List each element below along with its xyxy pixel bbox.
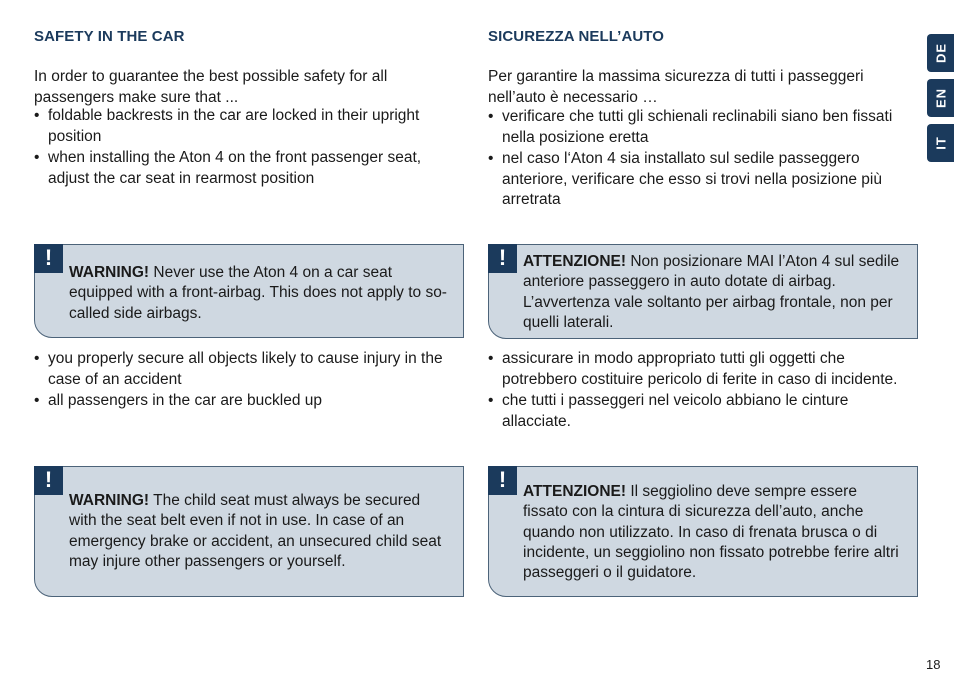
warning-icon: !	[488, 244, 517, 273]
language-tab-label: IT	[933, 136, 948, 150]
list-item: • when installing the Aton 4 on the front passenger seat, adjust the car seat in rearmost position	[34, 148, 459, 189]
warning-box	[488, 244, 918, 339]
section-heading: SICUREZZA NELL’AUTO	[488, 28, 665, 45]
warning-icon: !	[488, 466, 517, 495]
intro-text: In order to guarantee the best possible safety for all passengers make sure that ...	[34, 68, 388, 106]
warning-label: ATTENZIONE!	[523, 483, 627, 500]
bullet-list	[488, 107, 918, 212]
warning-text	[69, 263, 451, 324]
warning-label: WARNING!	[69, 492, 150, 509]
warning-icon: !	[34, 244, 63, 273]
warning-icon: !	[34, 466, 63, 495]
list-item: • nel caso l‘Aton 4 sia installato sul sedile passeggero anteriore, verificare che esso si trovi nella posizione più arretrata	[488, 149, 918, 211]
bullet-list	[34, 106, 459, 190]
warning-text	[69, 491, 451, 572]
bullet-list	[488, 349, 918, 433]
list-item: • che tutti i passeggeri nel veicolo abbiano le cinture allacciate.	[488, 391, 918, 432]
warning-box	[34, 244, 464, 338]
list-item: • foldable backrests in the car are locked in their upright position	[34, 106, 459, 147]
warning-body: Il seggiolino deve sempre essere fissato con la cintura di sicurezza dell’auto, anche quando non utilizzato. In caso di frenata brusca o di incidente, un seggiolino non fissato potrebbe ferire altri passeggeri o il guidatore.	[523, 483, 899, 582]
warning-label: WARNING!	[69, 264, 150, 281]
language-tab-de[interactable]	[927, 34, 954, 72]
page-number: 18	[926, 657, 941, 672]
list-item: • all passengers in the car are buckled up	[34, 391, 459, 412]
warning-body: Never use the Aton 4 on a car seat equipped with a front-airbag. This does not apply to so-called side airbags.	[69, 264, 447, 322]
warning-text	[523, 482, 905, 583]
warning-box	[34, 466, 464, 597]
language-tab-label: DE	[933, 42, 948, 64]
warning-box	[488, 466, 918, 597]
section-heading: SAFETY IN THE CAR	[34, 28, 185, 45]
language-tab-it[interactable]	[927, 124, 954, 162]
language-tab-en[interactable]	[927, 79, 954, 117]
list-item: • verificare che tutti gli schienali reclinabili siano ben fissati nella posizione eretta	[488, 107, 918, 148]
warning-body: Non posizionare MAI l’Aton 4 sul sedile anteriore passeggero in auto dotate di airbag. L’avvertenza vale soltanto per airbag frontale, non per quelli laterali.	[523, 253, 900, 331]
list-item: • assicurare in modo appropriato tutti gli oggetti che potrebbero costituire pericolo di ferite in caso di incidente.	[488, 349, 918, 390]
warning-text	[523, 252, 905, 333]
warning-body: The child seat must always be secured with the seat belt even if not in use. In case of an emergency brake or accident, an unsecured child seat may injure other passengers or yourself.	[69, 492, 442, 570]
language-tab-label: EN	[933, 87, 948, 109]
intro-text: Per garantire la massima sicurezza di tutti i passeggeri nell’auto è necessario …	[488, 68, 864, 106]
bullet-list	[34, 349, 459, 413]
list-item: • you properly secure all objects likely to cause injury in the case of an accident	[34, 349, 459, 390]
warning-label: ATTENZIONE!	[523, 253, 627, 270]
